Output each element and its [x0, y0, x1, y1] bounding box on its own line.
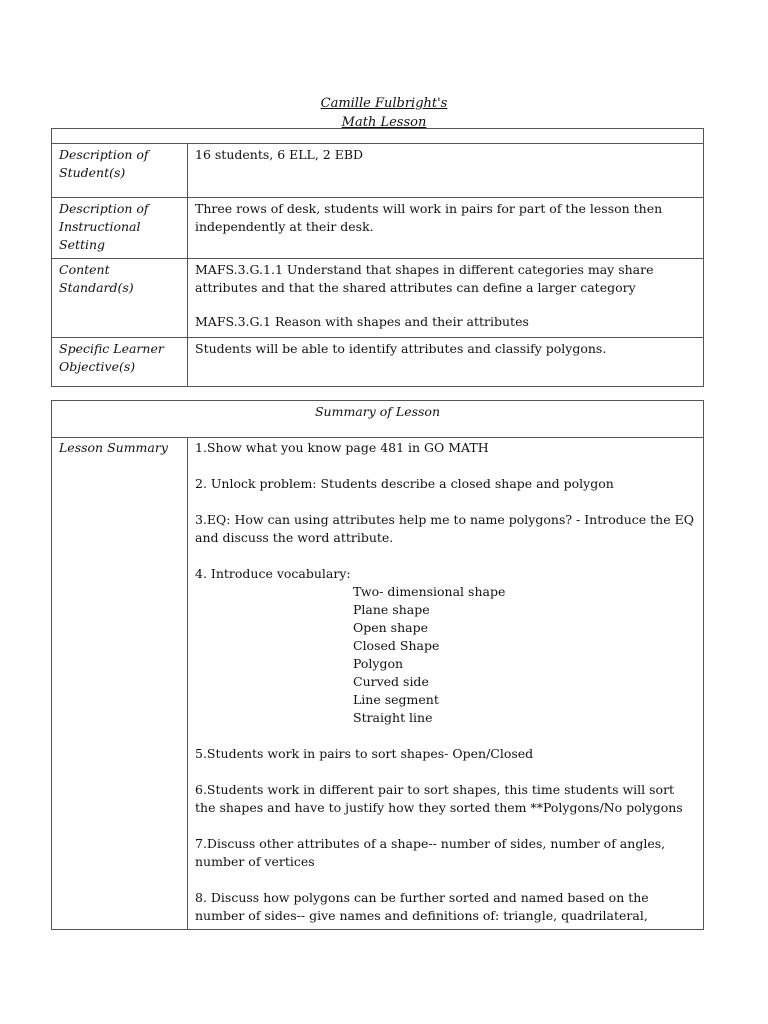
summary-step-8: 8. Discuss how polygons can be further sorted and named based on the number of sides-- give names and definitions of: triangle, quadrilateral, [195, 890, 649, 923]
summary-row [52, 438, 704, 930]
vocabulary-item: Line segment [353, 692, 439, 707]
vocabulary-item: Two- dimensional shape [353, 584, 506, 599]
summary-step-3: 3.EQ: How can using attributes help me to name polygons? - Introduce the EQ and discuss the word attribute. [195, 512, 694, 545]
summary-title-row [52, 401, 704, 438]
summary-content [188, 438, 704, 930]
standard-label: Content Standard(s) [52, 259, 188, 338]
vocabulary-item: Closed Shape [353, 638, 440, 653]
vocabulary-item: Plane shape [353, 602, 430, 617]
summary-label: Lesson Summary [52, 438, 188, 930]
spacer-cell [52, 129, 704, 144]
summary-step-4: 4. Introduce vocabulary: [195, 566, 351, 581]
vocabulary-list [353, 583, 696, 727]
vocabulary-item: Curved side [353, 674, 429, 689]
summary-step-5: 5.Students work in pairs to sort shapes- Open/Closed [195, 746, 534, 761]
standard-text-2: MAFS.3.G.1 Reason with shapes and their attributes [195, 314, 529, 329]
lesson-details-table [51, 128, 704, 387]
students-value: 16 students, 6 ELL, 2 EBD [188, 144, 704, 198]
summary-step-2: 2. Unlock problem: Students describe a closed shape and polygon [195, 476, 614, 491]
vocabulary-item: Open shape [353, 620, 428, 635]
summary-step-1: 1.Show what you know page 481 in GO MATH [195, 440, 489, 455]
lesson-title: Math Lesson [341, 115, 427, 130]
standard-value [188, 259, 704, 338]
standard-text-1: MAFS.3.G.1.1 Understand that shapes in different categories may share attributes and that the shared attributes can define a larger category [195, 262, 654, 295]
summary-title: Summary of Lesson [52, 401, 704, 438]
summary-step-6: 6.Students work in different pair to sort shapes, this time students will sort the shapes and have to justify how they sorted them **Polygons/No polygons [195, 782, 683, 815]
summary-step-7: 7.Discuss other attributes of a shape-- number of sides, number of angles, number of vertices [195, 836, 666, 869]
objective-label: Specific Learner Objective(s) [52, 338, 188, 387]
author-line: Camille Fulbright's [320, 96, 448, 111]
page-header [0, 94, 768, 132]
setting-label: Description of Instructional Setting [52, 198, 188, 259]
students-label: Description of Student(s) [52, 144, 188, 198]
lesson-summary-table [51, 400, 704, 930]
table-spacer-row [52, 129, 704, 144]
students-row [52, 144, 704, 198]
vocabulary-item: Polygon [353, 656, 404, 671]
setting-row [52, 198, 704, 259]
objective-value: Students will be able to identify attributes and classify polygons. [188, 338, 704, 387]
vocabulary-item: Straight line [353, 710, 433, 725]
objective-row [52, 338, 704, 387]
setting-value: Three rows of desk, students will work in pairs for part of the lesson then independently at their desk. [188, 198, 704, 259]
standard-row [52, 259, 704, 338]
